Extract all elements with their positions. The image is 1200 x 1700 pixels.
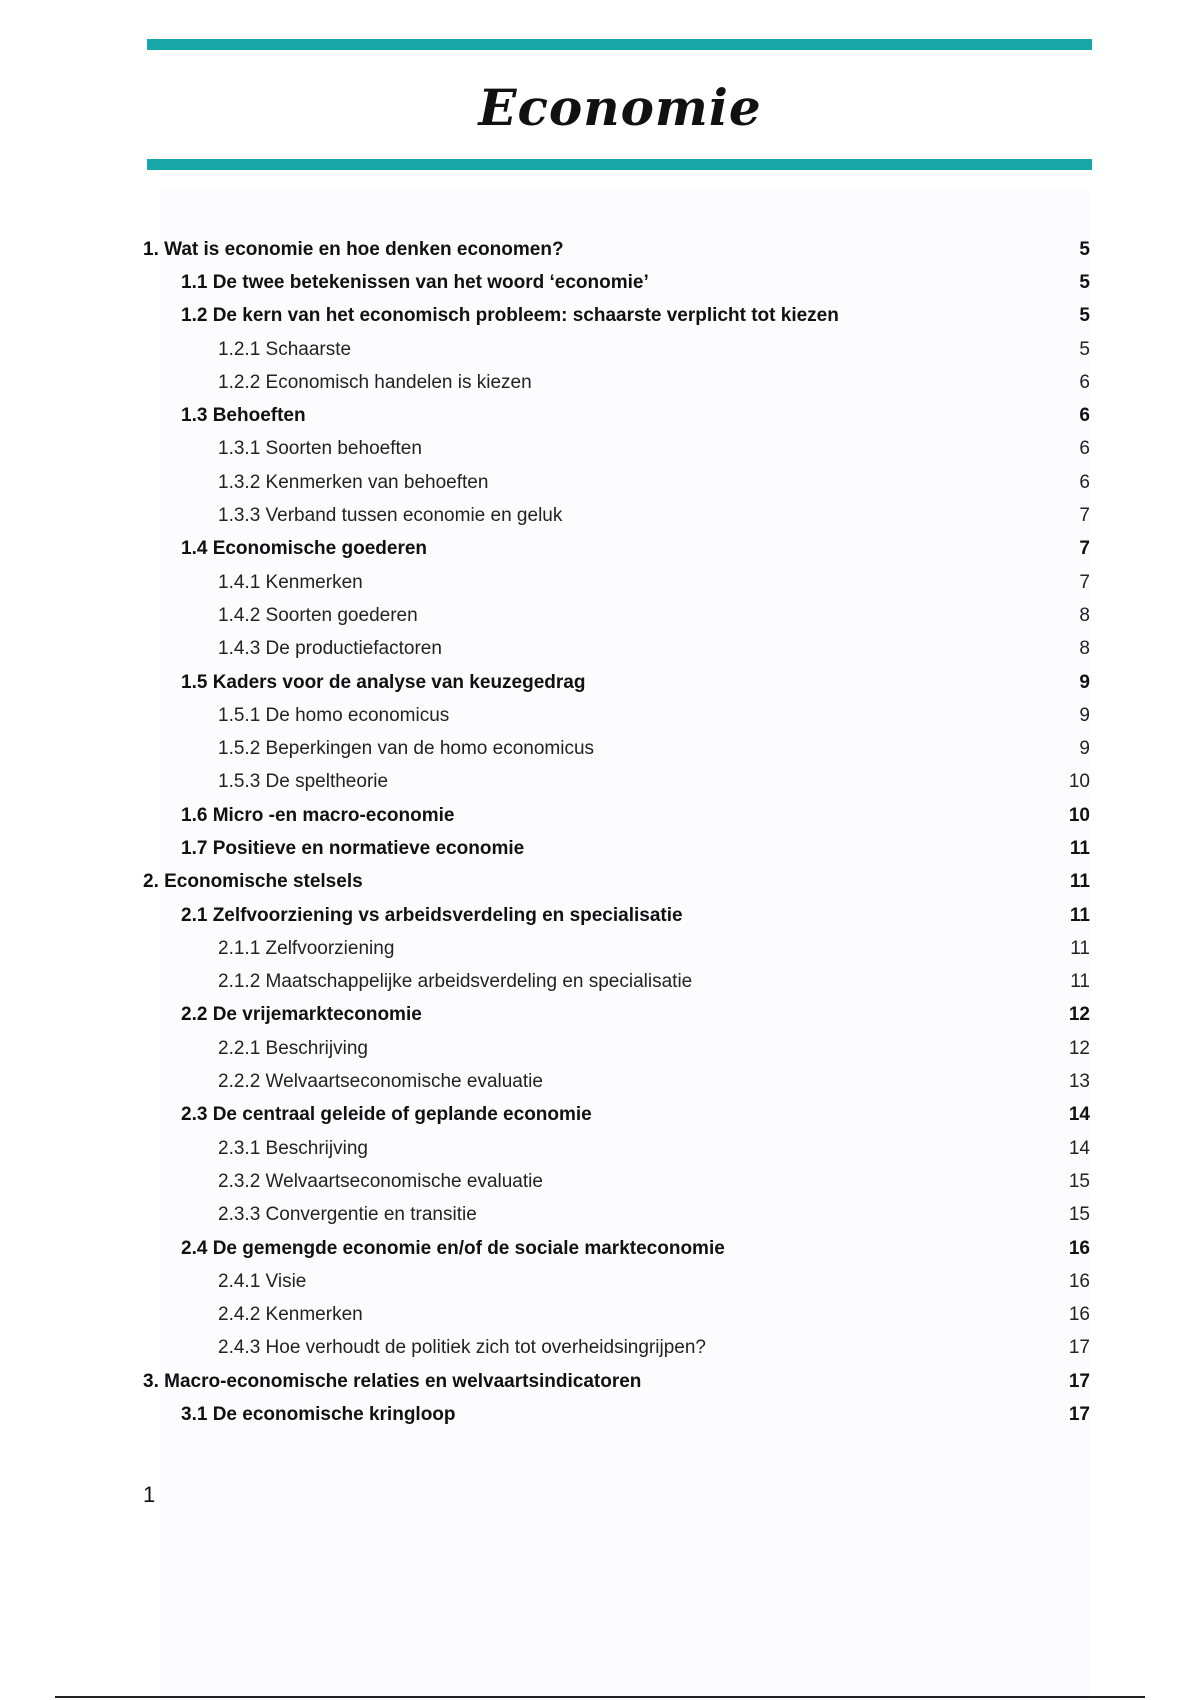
toc-entry-page: 8 [1079, 604, 1090, 626]
toc-entry-title: 2.2.2 Welvaartseconomische evaluatie [218, 1071, 543, 1093]
toc-entry[interactable] [143, 1132, 1090, 1165]
toc-entry-page: 16 [1068, 1237, 1090, 1259]
title-rule-top [147, 39, 1092, 50]
toc-entry-page: 16 [1068, 1304, 1090, 1326]
toc-entry-page: 8 [1079, 638, 1090, 660]
toc-entry-page: 7 [1079, 571, 1090, 593]
toc-entry-title: 1.3.1 Soorten behoeften [218, 438, 422, 460]
toc-entry-page: 9 [1079, 704, 1090, 726]
toc-entry-page: 5 [1079, 338, 1090, 360]
toc-entry-title: 2.4 De gemengde economie en/of de sociale markteconomie [181, 1237, 725, 1259]
toc-entry-page: 6 [1079, 471, 1090, 493]
toc-entry[interactable] [143, 899, 1090, 932]
toc-entry-title: 1. Wat is economie en hoe denken economen? [143, 238, 564, 260]
toc-entry-title: 2.4.1 Visie [218, 1270, 307, 1292]
toc-entry-page: 6 [1079, 405, 1090, 427]
toc-entry[interactable] [143, 633, 1090, 666]
toc-entry-title: 2.1.2 Maatschappelijke arbeidsverdeling en specialisatie [218, 971, 693, 993]
toc-entry-page: 7 [1079, 505, 1090, 527]
toc-entry-title: 1.4.3 De productiefactoren [218, 638, 442, 660]
table-of-contents [143, 233, 1090, 1432]
toc-entry-title: 1.4 Economische goederen [181, 538, 428, 560]
toc-entry-page: 10 [1068, 804, 1090, 826]
toc-entry-title: 2.1 Zelfvoorziening vs arbeidsverdeling en specialisatie [181, 904, 683, 926]
toc-entry-title: 3. Macro-economische relaties en welvaartsindicatoren [143, 1370, 642, 1392]
toc-entry-title: 1.2.2 Economisch handelen is kiezen [218, 371, 532, 393]
toc-entry[interactable] [143, 1099, 1090, 1132]
toc-entry[interactable] [143, 966, 1090, 999]
toc-entry-page: 6 [1079, 438, 1090, 460]
toc-entry-title: 1.2.1 Schaarste [218, 338, 352, 360]
title-rule-bottom [147, 159, 1092, 170]
toc-entry-page: 6 [1079, 371, 1090, 393]
toc-entry-title: 1.3 Behoeften [181, 405, 306, 427]
toc-entry[interactable] [143, 1232, 1090, 1265]
toc-entry-title: 1.5 Kaders voor de analyse van keuzegedrag [181, 671, 586, 693]
toc-entry-title: 1.3.3 Verband tussen economie en geluk [218, 505, 563, 527]
toc-entry[interactable] [143, 732, 1090, 765]
toc-entry-page: 7 [1079, 538, 1090, 560]
toc-entry[interactable] [143, 1265, 1090, 1298]
page-number: 1 [143, 1482, 156, 1507]
toc-entry-page: 12 [1068, 1004, 1090, 1026]
toc-entry-page: 13 [1068, 1071, 1090, 1093]
toc-entry-page: 14 [1068, 1137, 1090, 1159]
toc-entry[interactable] [143, 566, 1090, 599]
toc-entry[interactable] [143, 233, 1090, 266]
toc-entry[interactable] [143, 999, 1090, 1032]
toc-entry-page: 5 [1079, 271, 1090, 293]
toc-entry-title: 2.4.3 Hoe verhoudt de politiek zich tot overheidsingrijpen? [218, 1337, 706, 1359]
toc-entry[interactable] [143, 1398, 1090, 1431]
toc-entry-title: 1.2 De kern van het economisch probleem: schaarste verplicht tot kiezen [181, 305, 839, 327]
toc-entry-title: 2.3.1 Beschrijving [218, 1137, 368, 1159]
toc-entry-page: 5 [1079, 305, 1090, 327]
toc-entry[interactable] [143, 533, 1090, 566]
toc-entry-page: 15 [1068, 1170, 1090, 1192]
toc-entry[interactable] [143, 1332, 1090, 1365]
toc-entry-title: 2.4.2 Kenmerken [218, 1304, 363, 1326]
toc-entry-title: 2.3 De centraal geleide of geplande economie [181, 1104, 592, 1126]
toc-entry-title: 1.4.2 Soorten goederen [218, 604, 418, 626]
toc-entry-page: 11 [1069, 904, 1090, 926]
toc-entry-page: 9 [1079, 738, 1090, 760]
toc-entry-page: 17 [1068, 1370, 1090, 1392]
toc-entry-page: 11 [1070, 937, 1090, 959]
toc-entry[interactable] [143, 832, 1090, 865]
toc-entry-title: 1.5.1 De homo economicus [218, 704, 450, 726]
toc-entry-title: 2.2 De vrijemarkteconomie [181, 1004, 422, 1026]
toc-entry-page: 5 [1079, 238, 1090, 260]
toc-entry[interactable] [143, 599, 1090, 632]
toc-entry[interactable] [143, 300, 1090, 333]
toc-entry-title: 1.6 Micro -en macro-economie [181, 804, 455, 826]
toc-entry[interactable] [143, 1199, 1090, 1232]
toc-entry-page: 11 [1069, 871, 1090, 893]
toc-entry[interactable] [143, 1299, 1090, 1332]
toc-entry[interactable] [143, 766, 1090, 799]
toc-entry[interactable] [143, 499, 1090, 532]
toc-entry[interactable] [143, 366, 1090, 399]
toc-entry[interactable] [143, 1365, 1090, 1398]
toc-entry-title: 2.3.2 Welvaartseconomische evaluatie [218, 1170, 543, 1192]
toc-entry[interactable] [143, 266, 1090, 299]
toc-entry-title: 1.3.2 Kenmerken van behoeften [218, 471, 489, 493]
toc-entry-title: 2.2.1 Beschrijving [218, 1037, 368, 1059]
toc-entry[interactable] [143, 799, 1090, 832]
toc-entry[interactable] [143, 666, 1090, 699]
toc-entry-title: 1.1 De twee betekenissen van het woord ‘economie’ [181, 271, 649, 293]
toc-entry-title: 3.1 De economische kringloop [181, 1404, 456, 1426]
toc-entry[interactable] [143, 932, 1090, 965]
toc-entry[interactable] [143, 1032, 1090, 1065]
toc-entry-page: 9 [1079, 671, 1090, 693]
page-bottom-rule [55, 1696, 1145, 1698]
toc-entry[interactable] [143, 333, 1090, 366]
toc-entry-page: 11 [1069, 837, 1090, 859]
toc-entry-title: 2. Economische stelsels [143, 871, 363, 893]
toc-entry-page: 10 [1068, 771, 1090, 793]
toc-entry[interactable] [143, 1165, 1090, 1198]
toc-entry-page: 15 [1068, 1204, 1090, 1226]
toc-entry-title: 2.1.1 Zelfvoorziening [218, 937, 395, 959]
toc-entry-page: 16 [1068, 1270, 1090, 1292]
toc-entry-page: 14 [1068, 1104, 1090, 1126]
toc-entry-page: 17 [1068, 1337, 1090, 1359]
toc-entry-page: 11 [1070, 971, 1090, 993]
toc-entry-title: 1.7 Positieve en normatieve economie [181, 837, 525, 859]
toc-entry[interactable] [143, 466, 1090, 499]
toc-entry-page: 12 [1068, 1037, 1090, 1059]
toc-entry[interactable] [143, 399, 1090, 432]
toc-entry-title: 1.4.1 Kenmerken [218, 571, 363, 593]
toc-entry-title: 1.5.2 Beperkingen van de homo economicus [218, 738, 595, 760]
toc-entry[interactable] [143, 699, 1090, 732]
toc-entry[interactable] [143, 433, 1090, 466]
toc-entry-title: 1.5.3 De speltheorie [218, 771, 389, 793]
toc-entry[interactable] [143, 1065, 1090, 1098]
document-title: Economie [478, 78, 762, 137]
toc-entry-page: 17 [1068, 1404, 1090, 1426]
toc-entry[interactable] [143, 866, 1090, 899]
toc-entry-title: 2.3.3 Convergentie en transitie [218, 1204, 477, 1226]
